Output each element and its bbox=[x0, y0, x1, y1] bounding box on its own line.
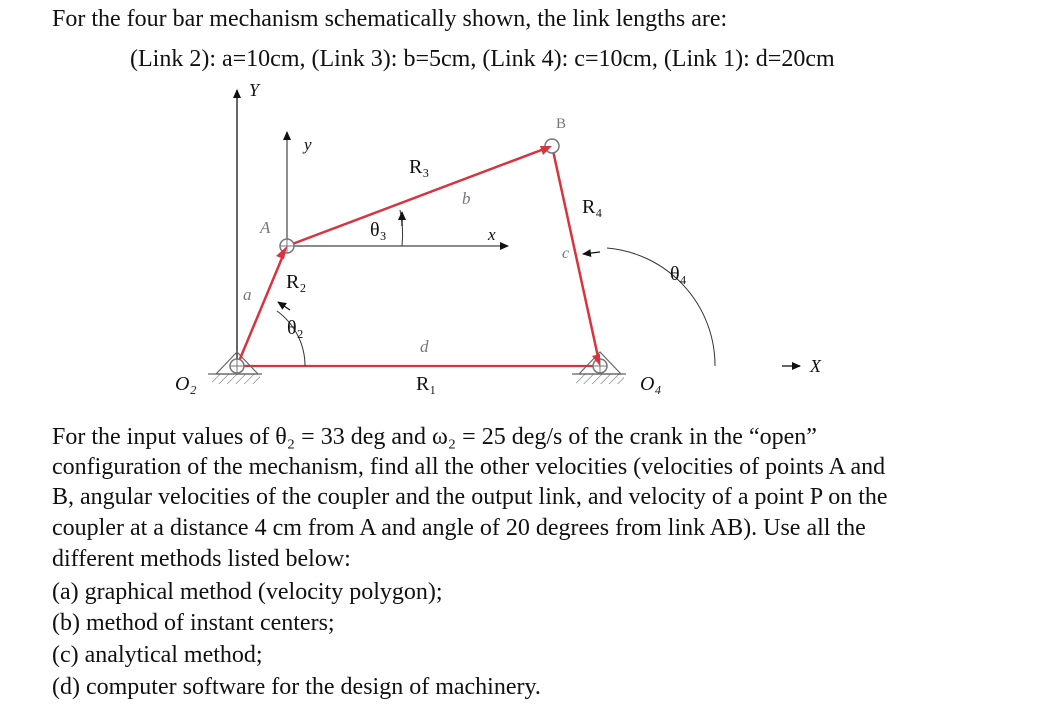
theta4-label: θ₄ bbox=[670, 263, 687, 285]
R3-label: R₃ bbox=[409, 156, 430, 178]
length-c-label: c bbox=[562, 245, 570, 262]
global-x-label: X bbox=[810, 356, 821, 376]
R2-label: R₂ bbox=[286, 271, 307, 293]
theta2-label: θ₂ bbox=[287, 317, 304, 339]
method-b: (b) method of instant centers; bbox=[52, 610, 335, 636]
length-b-label: b bbox=[462, 189, 471, 208]
method-d: (d) computer software for the design of machinery. bbox=[52, 674, 541, 700]
question-line-3: B, angular velocities of the coupler and the output link, and velocity of a point P on the bbox=[52, 484, 888, 510]
question-line-1: For the input values of θ₂ = 33 deg and ω₂ = 25 deg/s of the crank in the “open” bbox=[52, 424, 817, 450]
R1-label: R₁ bbox=[416, 373, 437, 395]
question-line-5: different methods listed below: bbox=[52, 546, 351, 572]
theta4-arc bbox=[607, 248, 715, 366]
point-A-label: A bbox=[260, 218, 271, 237]
R4-label: R₄ bbox=[582, 196, 603, 218]
local-x-label: x bbox=[488, 225, 496, 244]
point-B-label: B bbox=[556, 116, 567, 132]
intro-text: For the four bar mechanism schematically shown, the link lengths are: bbox=[52, 6, 728, 32]
O4-label: O₄ bbox=[640, 373, 662, 395]
theta4-arrow bbox=[583, 252, 600, 254]
length-d-label: d bbox=[420, 337, 429, 356]
theta2-arrow bbox=[278, 302, 290, 310]
link-R4-rocker bbox=[552, 146, 603, 366]
pin-joint-O2 bbox=[230, 359, 244, 373]
question-line-2: configuration of the mechanism, find all the other velocities (velocities of points A and bbox=[52, 454, 886, 480]
local-y-label: y bbox=[304, 135, 312, 154]
link-R2-crank bbox=[237, 246, 287, 366]
question-line-4: coupler at a distance 4 cm from A and angle of 20 degrees from link AB). Use all the bbox=[52, 515, 866, 541]
method-c: (c) analytical method; bbox=[52, 642, 263, 668]
link-lengths-text: (Link 2): a=10cm, (Link 3): b=5cm, (Link 4): c=10cm, (Link 1): d=20cm bbox=[130, 46, 835, 72]
global-y-label: Y bbox=[249, 80, 260, 100]
method-a: (a) graphical method (velocity polygon); bbox=[52, 579, 443, 605]
length-a-label: a bbox=[243, 285, 252, 304]
O2-label: O₂ bbox=[175, 373, 197, 395]
theta3-label: θ₃ bbox=[370, 219, 387, 241]
